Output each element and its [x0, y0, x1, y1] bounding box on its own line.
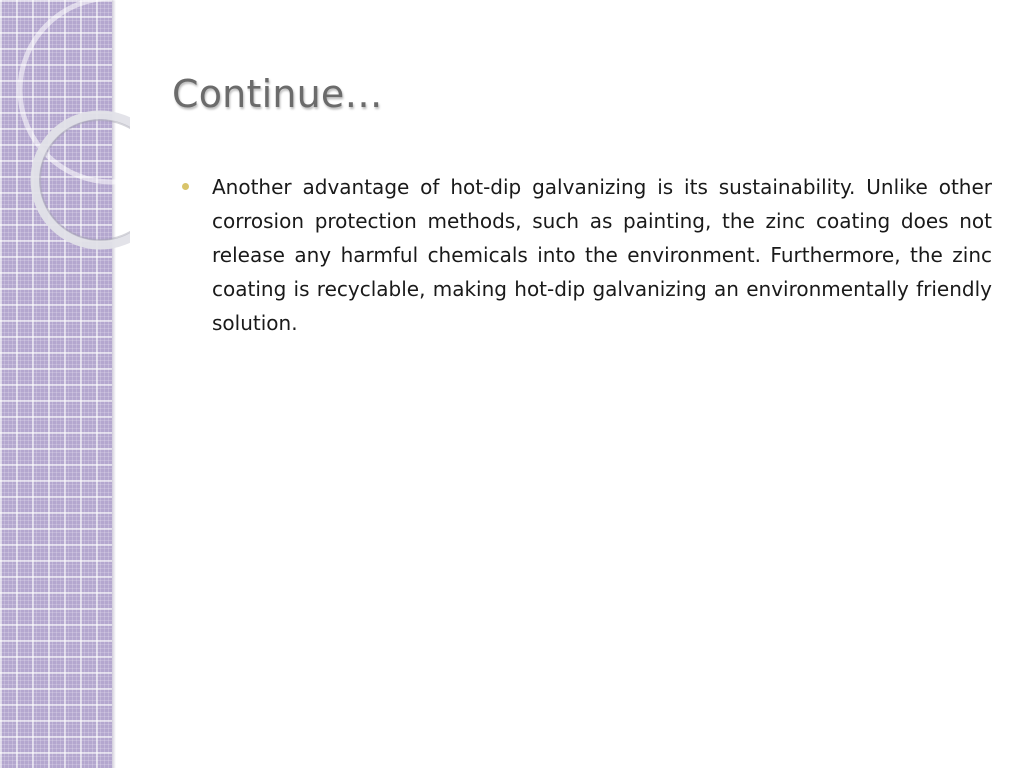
- bullet-icon: [182, 183, 189, 190]
- bullet-list: [182, 170, 992, 340]
- slide-title: Continue…: [172, 72, 383, 116]
- decorative-rings: [0, 0, 130, 260]
- list-item: [182, 170, 992, 340]
- bullet-text: Another advantage of hot-dip galvanizing is its sustainability. Unlike other corrosion protection methods, such as painting, the zinc coating does not release any harmful chemicals into the environment. Furthermore, the zinc coating is recyclable, making hot-dip galvanizing an environmentally friendly solution.: [212, 175, 992, 335]
